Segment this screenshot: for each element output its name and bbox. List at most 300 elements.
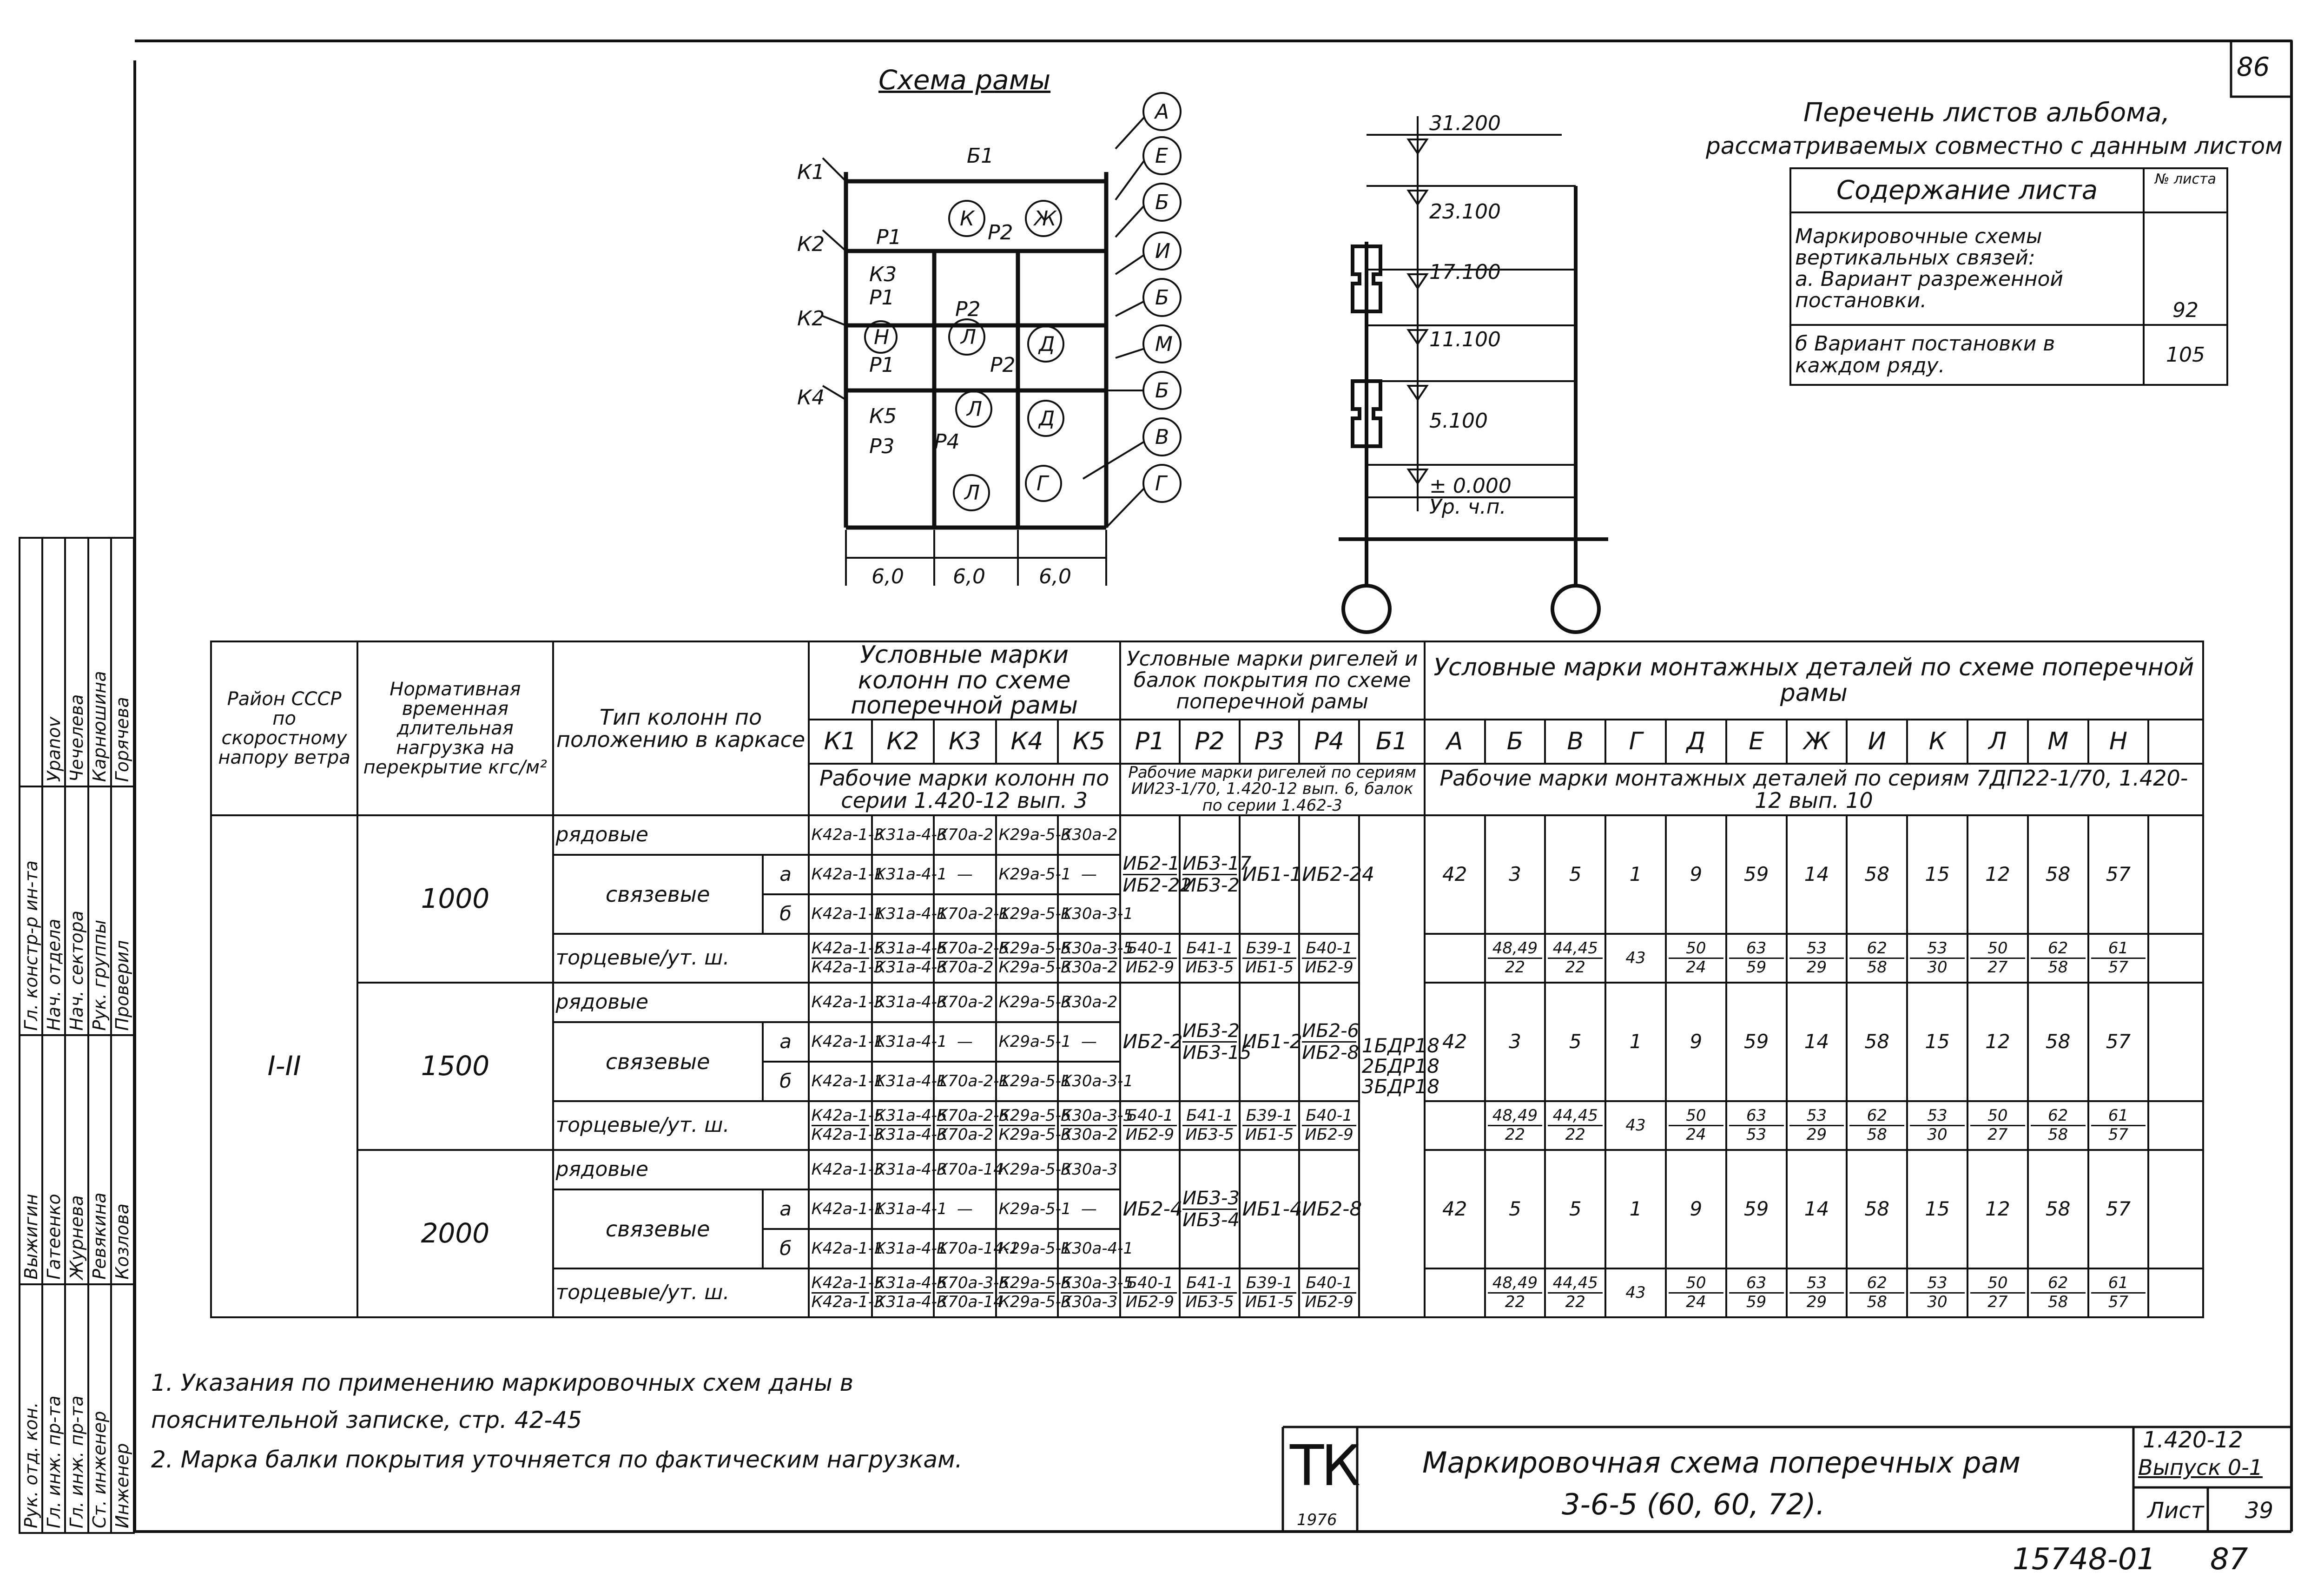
girder-mark	[1299, 1268, 1359, 1317]
detail-mark: 42	[1425, 815, 1485, 934]
detail-mark: 9	[1666, 815, 1726, 934]
girder-mark	[1240, 1268, 1300, 1317]
girder-mark	[1180, 983, 1252, 1101]
detail-mark-part: 44,45	[1548, 1275, 1603, 1293]
svg-text:Г: Г	[1037, 472, 1048, 495]
column-mark: К70а-2-1	[934, 1062, 996, 1101]
detail-mark-part: 58	[1867, 958, 1887, 977]
girder-mark-part: Б40-1	[1123, 940, 1177, 958]
svg-text:Н: Н	[874, 325, 890, 349]
svg-text:В: В	[1155, 425, 1169, 449]
column-mark: К29а-5-1	[996, 855, 1058, 894]
detail-mark	[2028, 1101, 2088, 1150]
column-mark: К30а-4-1	[1058, 1229, 1120, 1268]
stamp-cell: Журнева	[65, 1036, 88, 1284]
detail-mark	[1967, 934, 2028, 983]
girder-mark-part: ИБ3-15	[1182, 1042, 1252, 1064]
table-row	[211, 1150, 2203, 1189]
svg-text:Л: Л	[967, 397, 983, 421]
detail-empty	[2148, 1268, 2203, 1317]
column-mark	[1058, 1268, 1134, 1317]
column-mark: К42а-1-1	[809, 1022, 872, 1062]
column-mark: К70а-2	[934, 983, 996, 1022]
column-mark: К31а-4-1	[872, 1062, 934, 1101]
detail-mark: 3	[1485, 983, 1545, 1101]
column-type: связевые	[553, 1022, 763, 1101]
sheet-number: 86	[2237, 52, 2270, 82]
detail-mark-header-empty	[2148, 720, 2203, 764]
column-mark	[996, 934, 1071, 983]
detail-mark-part: 24	[1686, 1125, 1706, 1144]
svg-text:И: И	[1155, 239, 1170, 263]
detail-mark-part: 50	[1970, 1275, 2025, 1293]
column-mark-part: К31а-4-3	[874, 1292, 947, 1311]
column-mark: К29а-5-3	[996, 815, 1058, 855]
column-mark-part: К30а-3-5	[1061, 1275, 1117, 1293]
detail-mark	[1726, 1101, 1787, 1150]
elevation-label: 11.100	[1429, 328, 1501, 351]
detail-mark: 14	[1787, 983, 1847, 1101]
stamp-cell: Гатеенко	[42, 1036, 65, 1284]
column-mark-header: К1	[809, 720, 872, 764]
detail-mark: 43	[1605, 934, 1666, 983]
girder-mark-part: Б40-1	[1302, 940, 1356, 958]
detail-mark: 57	[2088, 815, 2149, 934]
stamp-cell: Ст. инженер	[88, 1284, 111, 1533]
column-mark: К29а-5-1	[996, 1229, 1058, 1268]
archive-number: 15748-01	[2013, 1542, 2156, 1577]
girder-mark	[1120, 934, 1180, 983]
column-mark-header: К4	[996, 720, 1058, 764]
table-row	[211, 983, 2203, 1022]
detail-mark-part: 29	[1806, 1292, 1827, 1311]
detail-mark	[2088, 934, 2149, 983]
detail-mark: 58	[1847, 1150, 1907, 1268]
girder-mark-part: ИБ2-9	[1125, 1292, 1175, 1311]
svg-text:Р1: Р1	[869, 353, 895, 377]
column-mark: К42а-1-1	[809, 1189, 872, 1229]
detail-mark-part: 27	[1987, 958, 2008, 977]
girder-mark-part: ИБ1-5	[1245, 1125, 1294, 1144]
contents-table	[1789, 167, 2228, 386]
contents-row-sheet: 105	[2144, 325, 2227, 385]
detail-mark	[1666, 1268, 1726, 1317]
svg-text:К4: К4	[797, 386, 825, 410]
column-mark-part: К30а-3-5	[1061, 940, 1117, 958]
detail-mark-header: В	[1545, 720, 1605, 764]
detail-mark: 57	[2088, 1150, 2149, 1268]
girder-mark: ИБ2-24	[1299, 815, 1359, 934]
column-mark: К31а-4-3	[872, 1150, 934, 1189]
detail-mark-part: 57	[2108, 1292, 2129, 1311]
beam-b1-mark: 2БДР18	[1361, 1054, 1439, 1077]
detail-mark-part: 62	[2031, 1107, 2086, 1126]
detail-mark-part: 50	[1970, 940, 2025, 958]
sub-details: Рабочие марки монтажных деталей по сериям 7ДП22-1/70, 1.420-12 вып. 10	[1425, 764, 2203, 815]
girder-mark	[1180, 815, 1252, 934]
note-2: 2. Марка балки покрытия уточняется по фактическим нагрузкам.	[151, 1446, 963, 1473]
column-mark: К70а-2	[934, 815, 996, 855]
issue-number: Выпуск 0-1	[2138, 1455, 2263, 1480]
detail-mark-part: 61	[2091, 1107, 2146, 1126]
column-mark	[996, 1268, 1071, 1317]
svg-text:Р2: Р2	[955, 297, 981, 321]
svg-text:М: М	[1155, 332, 1173, 356]
svg-text:Д: Д	[1039, 407, 1055, 430]
column-type: торцевые/ут. ш.	[553, 934, 809, 983]
detail-mark	[1907, 1101, 1967, 1150]
detail-mark-part: 53	[1789, 1107, 1844, 1126]
table-row	[211, 815, 2203, 855]
detail-empty	[2148, 815, 2203, 934]
column-mark: К31а-4-3	[872, 815, 934, 855]
elevation-label: 23.100	[1429, 200, 1501, 224]
stamp-cell: Рук. группы	[88, 786, 111, 1035]
detail-mark: 5	[1545, 983, 1605, 1101]
column-mark: К42а-1-3	[809, 983, 872, 1022]
contents-header-sheet: № листа	[2144, 168, 2227, 212]
column-mark: К29а-5-1	[996, 1022, 1058, 1062]
detail-mark-part: 29	[1806, 1125, 1827, 1144]
column-mark-part: К31а-4-3	[874, 1125, 947, 1144]
contents-header: Содержание листа	[1790, 168, 2144, 212]
load-value: 1500	[357, 983, 553, 1150]
svg-text:6,0: 6,0	[953, 565, 985, 588]
column-mark: К29а-5-3	[996, 983, 1058, 1022]
detail-mark: 5	[1545, 815, 1605, 934]
girder-mark-header: Б1	[1359, 720, 1425, 764]
column-mark-part: К31а-4-5	[875, 1107, 931, 1126]
girder-mark-header: Р3	[1240, 720, 1300, 764]
girder-mark-part: ИБ3-2	[1182, 1020, 1240, 1042]
svg-text:Р3: Р3	[869, 435, 895, 458]
column-mark-part: К30а-3-5	[1061, 1107, 1117, 1126]
detail-mark: 43	[1605, 1268, 1666, 1317]
header-girders: Условные марки ригелей и балок покрытия по схеме поперечной рамы	[1120, 641, 1425, 720]
detail-mark-part: 50	[1669, 940, 1723, 958]
girder-mark	[1240, 934, 1300, 983]
detail-mark-part: 44,45	[1548, 940, 1603, 958]
detail-mark: 42	[1425, 983, 1485, 1101]
girder-mark-part: ИБ3-5	[1185, 1292, 1234, 1311]
girder-mark-part: ИБ2-9	[1305, 1292, 1353, 1311]
detail-mark-header: К	[1907, 720, 1967, 764]
column-type: торцевые/ут. ш.	[553, 1101, 809, 1150]
header-load: Нормативная временная длительная нагрузка на перекрытие кгс/м²	[357, 641, 553, 815]
detail-mark	[2088, 1268, 2149, 1317]
girder-mark-part: ИБ3-17	[1182, 852, 1252, 874]
girder-mark-part: Б41-1	[1182, 940, 1237, 958]
svg-text:Б: Б	[1155, 191, 1169, 214]
column-subtype: б	[763, 1229, 809, 1268]
column-type: связевые	[553, 1189, 763, 1268]
detail-mark	[1847, 934, 1907, 983]
girder-mark-part: Б40-1	[1302, 1275, 1356, 1293]
detail-mark-part: 27	[1987, 1125, 2008, 1144]
column-mark: К30а-2	[1058, 983, 1120, 1022]
detail-mark-header: А	[1425, 720, 1485, 764]
column-mark-part: К42а-1-3	[811, 958, 884, 977]
detail-mark: 3	[1485, 815, 1545, 934]
contents-title-1: Перечень листов альбома,	[1803, 98, 2170, 128]
elevation-label: 31.200	[1429, 112, 1501, 135]
column-mark: К29а-5-1	[996, 894, 1058, 934]
detail-mark-part: 24	[1686, 958, 1706, 977]
girder-mark-part: Б40-1	[1123, 1275, 1177, 1293]
detail-mark: 5	[1545, 1150, 1605, 1268]
detail-mark	[1545, 934, 1605, 983]
detail-mark: 58	[2028, 1150, 2088, 1268]
detail-mark: 58	[1847, 983, 1907, 1101]
svg-text:Б: Б	[1155, 286, 1169, 310]
girder-mark	[1299, 1101, 1359, 1150]
svg-text:Е: Е	[1155, 144, 1168, 168]
girder-mark-part: ИБ2-9	[1305, 958, 1353, 977]
column-mark: К42а-1-1	[809, 894, 872, 934]
girder-mark-part: ИБ1-5	[1245, 1292, 1294, 1311]
detail-mark: 57	[2088, 983, 2149, 1101]
girder-mark-part: ИБ2-9	[1125, 958, 1175, 977]
detail-mark	[1787, 1268, 1847, 1317]
detail-mark-header: М	[2028, 720, 2088, 764]
column-mark-header: К3	[934, 720, 996, 764]
detail-mark-part: 61	[2091, 940, 2146, 958]
column-mark-part: К42а-1-3	[811, 1292, 884, 1311]
girder-mark: ИБ2-8	[1299, 1150, 1359, 1268]
column-mark-part: К30а-2	[1061, 1125, 1118, 1144]
sheet-label: Лист	[2147, 1498, 2204, 1524]
title-line-2: 3-6-5 (60, 60, 72).	[1562, 1487, 1825, 1521]
note-1: 1. Указания по применению маркировочных схем даны в пояснительной записке, стр. 42-45	[151, 1369, 854, 1433]
detail-mark-part: 50	[1669, 1275, 1723, 1293]
detail-mark-part: 53	[1910, 940, 1965, 958]
load-value: 2000	[357, 1150, 553, 1317]
detail-mark	[1847, 1101, 1907, 1150]
detail-mark-header: Л	[1967, 720, 2028, 764]
column-type: связевые	[553, 855, 763, 934]
contents-row-text: б Вариант постановки в каждом ряду.	[1790, 325, 2144, 385]
svg-text:Ж: Ж	[1034, 207, 1056, 231]
column-mark: К42а-1-1	[809, 1229, 872, 1268]
column-type: рядовые	[553, 815, 809, 855]
contents-title-2: рассматриваемых совместно с данным листом	[1706, 132, 2283, 159]
girder-mark	[1180, 934, 1240, 983]
column-mark-part: К30а-3	[1061, 1292, 1118, 1311]
detail-mark	[1967, 1268, 2028, 1317]
girder-mark-part: ИБ2-8	[1302, 1042, 1359, 1064]
girder-mark-part: ИБ1-5	[1245, 958, 1294, 977]
detail-mark: 58	[1847, 815, 1907, 934]
detail-mark-part: 58	[2048, 1292, 2068, 1311]
detail-mark: 12	[1967, 815, 2028, 934]
column-mark	[809, 1268, 884, 1317]
detail-mark	[1666, 934, 1726, 983]
svg-text:К5: К5	[869, 404, 897, 428]
svg-text:К1: К1	[797, 160, 825, 184]
stamp-cell: Козлова	[111, 1036, 134, 1284]
stamp-signature: Горячева	[111, 538, 134, 786]
detail-mark-part: 27	[1987, 1292, 2008, 1311]
detail-mark	[1907, 934, 1967, 983]
detail-mark-part: 22	[1505, 958, 1525, 977]
detail-mark: 1	[1605, 983, 1666, 1101]
detail-mark	[1545, 1101, 1605, 1150]
stamp-signature: Чечелева	[65, 538, 88, 786]
detail-mark-part: 44,45	[1548, 1107, 1603, 1126]
detail-mark-part: 22	[1505, 1125, 1525, 1144]
contents-row-sheet: 92	[2144, 212, 2227, 325]
detail-mark	[1666, 1101, 1726, 1150]
column-mark: К29а-5-3	[996, 1150, 1058, 1189]
detail-mark-header: Е	[1726, 720, 1787, 764]
column-mark: К42а-1-1	[809, 855, 872, 894]
girder-mark-part: ИБ3-4	[1182, 1209, 1240, 1231]
svg-text:К2: К2	[797, 307, 825, 330]
detail-mark: 15	[1907, 983, 1967, 1101]
detail-mark-part: 57	[2108, 958, 2129, 977]
tk-logo: ТК	[1290, 1434, 1358, 1499]
girder-mark-part: ИБ3-5	[1185, 1125, 1234, 1144]
detail-mark-header: Н	[2088, 720, 2149, 764]
detail-mark-part: 48,49	[1488, 1275, 1543, 1293]
svg-text:А: А	[1155, 100, 1169, 124]
column-mark	[872, 1268, 947, 1317]
column-subtype: б	[763, 894, 809, 934]
detail-mark	[2028, 1268, 2088, 1317]
detail-mark: 9	[1666, 983, 1726, 1101]
detail-mark-header: Б	[1485, 720, 1545, 764]
column-mark-part: К70а-2	[937, 1125, 994, 1144]
elevation-label: Ур. ч.п.	[1429, 495, 1506, 519]
girder-mark-part: ИБ3-3	[1182, 1187, 1240, 1209]
column-mark: К31а-4-3	[872, 983, 934, 1022]
column-mark: К31а-4-1	[872, 855, 934, 894]
girder-mark	[1299, 934, 1359, 983]
svg-text:Л: Л	[964, 481, 980, 505]
detail-mark-part: 22	[1565, 1292, 1585, 1311]
girder-mark-part: Б40-1	[1123, 1107, 1177, 1126]
load-value: 1000	[357, 815, 553, 983]
svg-text:Г: Г	[1155, 472, 1167, 495]
title-line-1: Маркировочная схема поперечных рам	[1422, 1446, 2021, 1480]
detail-mark-part: 59	[1746, 1292, 1767, 1311]
header-details: Условные марки монтажных деталей по схеме поперечной рамы	[1425, 641, 2203, 720]
detail-mark	[2088, 1101, 2149, 1150]
contents-row-text: а. Вариант разреженной постановки.	[1795, 267, 2064, 313]
column-mark: К30а-3-1	[1058, 894, 1120, 934]
detail-mark-part: 62	[1849, 1107, 1904, 1126]
beam-b1-mark: 1БДР18	[1361, 1034, 1439, 1057]
column-mark	[809, 934, 884, 983]
detail-mark-header: Г	[1605, 720, 1666, 764]
column-mark-header: К2	[872, 720, 934, 764]
detail-mark-part: 22	[1565, 958, 1585, 977]
detail-mark-part: 24	[1686, 1292, 1706, 1311]
column-mark-part: К31а-4-5	[875, 940, 931, 958]
column-mark	[1058, 934, 1134, 983]
detail-mark-part: 22	[1565, 1125, 1585, 1144]
header-type: Тип колонн по положению в каркасе	[553, 641, 809, 815]
sheet-value: 39	[2245, 1498, 2274, 1524]
detail-mark	[1967, 1101, 2028, 1150]
column-mark-part: К42а-1-5	[812, 1107, 869, 1126]
column-mark: К42а-1-3	[809, 815, 872, 855]
detail-mark-part: 53	[1746, 1125, 1767, 1144]
girder-mark: ИБ1-1	[1240, 815, 1300, 934]
girder-mark-part: ИБ2-22	[1122, 874, 1192, 896]
detail-mark: 5	[1485, 1150, 1545, 1268]
column-mark: —	[934, 1189, 996, 1229]
detail-mark	[1425, 1268, 1485, 1317]
detail-mark	[2028, 934, 2088, 983]
detail-mark-part: 30	[1927, 958, 1948, 977]
elevation-label: 17.100	[1429, 260, 1501, 284]
column-mark-part: К31а-4-3	[874, 958, 947, 977]
column-mark	[872, 1101, 947, 1150]
girder-mark-part: Б41-1	[1182, 1275, 1237, 1293]
column-mark-part: К30а-2	[1061, 958, 1118, 977]
stamp-cell: Нач. сектора	[65, 786, 88, 1035]
column-mark	[872, 934, 947, 983]
detail-mark: 14	[1787, 1150, 1847, 1268]
detail-mark-part: 50	[1669, 1107, 1723, 1126]
column-mark-part: К70а-2-5	[937, 940, 993, 958]
section-drawing	[1301, 93, 1627, 641]
detail-mark-part: 61	[2091, 1275, 2146, 1293]
detail-mark	[1787, 1101, 1847, 1150]
side-stamp	[19, 537, 135, 1534]
detail-mark-part: 48,49	[1488, 1107, 1543, 1126]
stamp-cell: Выжигин	[20, 1036, 42, 1284]
detail-mark: 59	[1726, 815, 1787, 934]
column-mark-part: К42а-1-5	[812, 940, 869, 958]
column-subtype: б	[763, 1062, 809, 1101]
detail-mark-part: 63	[1729, 940, 1784, 958]
sub-columns: Рабочие марки колонн по серии 1.420-12 вып. 3	[809, 764, 1120, 815]
region-value: I-II	[211, 815, 357, 1317]
detail-mark: 14	[1787, 815, 1847, 934]
column-mark: —	[1058, 855, 1120, 894]
detail-mark	[1907, 1268, 1967, 1317]
column-mark: —	[934, 1022, 996, 1062]
column-subtype: а	[763, 1189, 809, 1229]
detail-mark: 58	[2028, 815, 2088, 934]
column-mark: —	[1058, 1189, 1120, 1229]
detail-mark: 15	[1907, 1150, 1967, 1268]
column-subtype: а	[763, 855, 809, 894]
column-mark: К30а-3-1	[1058, 1062, 1120, 1101]
column-mark-header: К5	[1058, 720, 1120, 764]
stamp-cell: Нач. отдела	[42, 786, 65, 1035]
column-mark-part: К42а-1-5	[812, 1275, 869, 1293]
column-mark-part: К29а-5-3	[998, 958, 1071, 977]
girder-mark-part: ИБ2-9	[1305, 1125, 1353, 1144]
girder-mark: ИБ2-2	[1120, 983, 1180, 1101]
column-mark: К30а-3	[1058, 1150, 1120, 1189]
detail-mark-part: 53	[1910, 1107, 1965, 1126]
detail-mark-part: 22	[1505, 1292, 1525, 1311]
title-year: 1976	[1297, 1511, 1337, 1529]
page-number: 87	[2210, 1542, 2248, 1577]
girder-mark-part: Б39-1	[1242, 1275, 1297, 1293]
girder-mark	[1120, 1101, 1180, 1150]
column-mark: К70а-2-1	[934, 894, 996, 934]
header-region: Район СССР по скоростному напору ветра	[211, 641, 357, 815]
girder-mark	[1299, 983, 1359, 1101]
detail-mark: 1	[1605, 1150, 1666, 1268]
detail-mark	[1726, 934, 1787, 983]
frame-diagram	[781, 84, 1199, 618]
